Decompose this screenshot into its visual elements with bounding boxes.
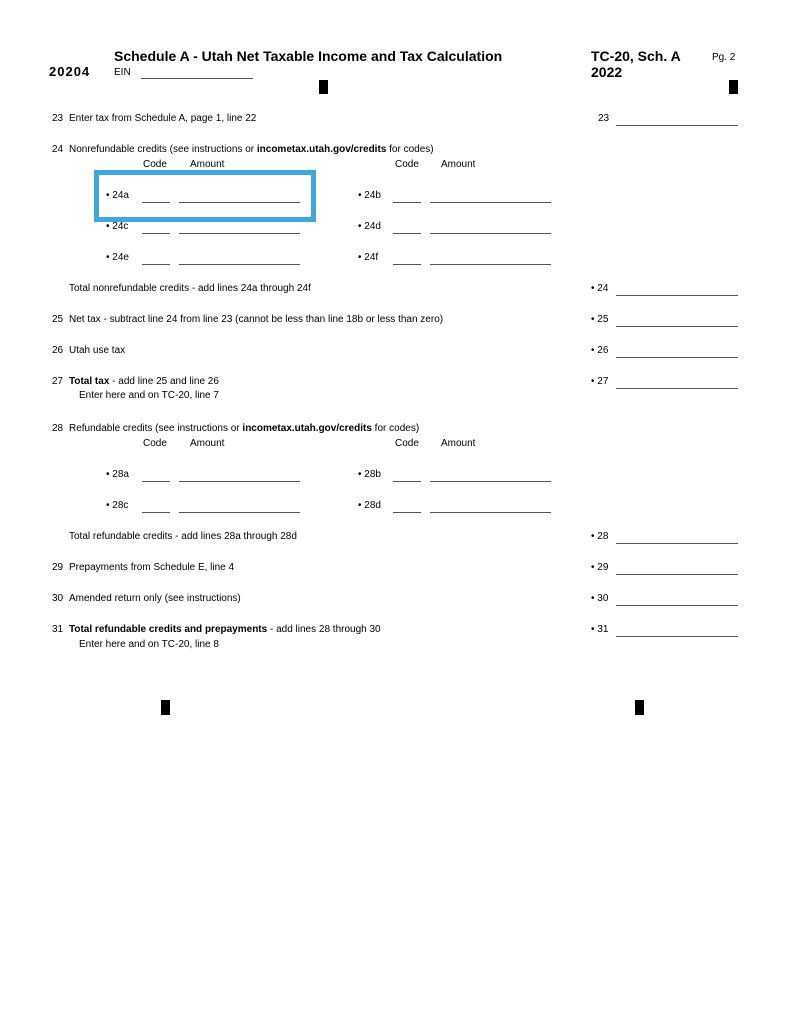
form-number: 20204 [49,64,91,79]
registration-mark [319,80,328,94]
line-28b-label: • 28b [358,469,381,480]
code-header: Code [143,438,167,449]
line-27-instruction: Enter here and on TC-20, line 7 [79,390,219,401]
line-26-field[interactable] [616,357,738,358]
line-31-instruction: Enter here and on TC-20, line 8 [79,639,219,650]
line-28-total-label: Total refundable credits - add lines 28a through 28d [69,531,297,542]
line-24-field[interactable] [616,295,738,296]
line-30-field[interactable] [616,605,738,606]
line-24f-code-field[interactable] [393,264,421,265]
tax-year: 2022 [591,64,623,80]
line-30-number: 30 [52,593,64,604]
line-25-field[interactable] [616,326,738,327]
line-28-number: 28 [52,423,64,434]
code-header: Code [395,159,419,170]
registration-mark [729,80,738,94]
line-30-box-label: • 30 [591,593,609,604]
line-29-label: Prepayments from Schedule E, line 4 [69,562,235,573]
line-24c-label: • 24c [106,221,129,232]
line-28c-code-field[interactable] [142,512,170,513]
line-24-label: Nonrefundable credits (see instructions or incometax.utah.gov/credits for codes) [69,144,434,155]
line-24c-amount-field[interactable] [179,233,300,234]
line-25-number: 25 [52,314,64,325]
form-id: TC-20, Sch. A [591,48,681,64]
line-24f-amount-field[interactable] [430,264,551,265]
code-header: Code [143,159,167,170]
line-24d-label: • 24d [358,221,381,232]
line-24a-label: • 24a [106,190,129,201]
line-26-box-label: • 26 [591,345,609,356]
line-28c-amount-field[interactable] [179,512,300,513]
line-26-number: 26 [52,345,64,356]
line-28-field[interactable] [616,543,738,544]
line-24-box-label: • 24 [591,283,609,294]
amount-header: Amount [190,438,225,449]
line-28d-amount-field[interactable] [430,512,551,513]
line-23-label: Enter tax from Schedule A, page 1, line 22 [69,113,257,124]
line-28d-label: • 28d [358,500,381,511]
line-24-total-label: Total nonrefundable credits - add lines 24a through 24f [69,283,311,294]
ein-label: EIN [114,67,131,78]
line-28-label: Refundable credits (see instructions or incometax.utah.gov/credits for codes) [69,423,420,434]
line-24d-code-field[interactable] [393,233,421,234]
line-28c-label: • 28c [106,500,129,511]
line-28b-code-field[interactable] [393,481,421,482]
line-29-box-label: • 29 [591,562,609,573]
ein-field[interactable] [141,78,253,79]
line-24d-amount-field[interactable] [430,233,551,234]
line-24e-code-field[interactable] [142,264,170,265]
line-31-label: Total refundable credits and prepayments - add lines 28 through 30 [69,624,381,635]
line-24b-label: • 24b [358,190,381,201]
page-number: Pg. 2 [712,52,736,63]
line-25-box-label: • 25 [591,314,609,325]
line-27-field[interactable] [616,388,738,389]
code-header: Code [395,438,419,449]
line-24b-code-field[interactable] [393,202,421,203]
line-27-box-label: • 27 [591,376,609,387]
line-31-number: 31 [52,624,64,635]
line-24b-amount-field[interactable] [430,202,551,203]
line-24-number: 24 [52,144,64,155]
registration-mark [635,700,644,715]
line-28a-code-field[interactable] [142,481,170,482]
line-24e-amount-field[interactable] [179,264,300,265]
line-23-number: 23 [52,113,64,124]
amount-header: Amount [190,159,225,170]
line-28-box-label: • 28 [591,531,609,542]
line-30-label: Amended return only (see instructions) [69,593,241,604]
amount-header: Amount [441,159,476,170]
line-26-label: Utah use tax [69,345,126,356]
line-29-number: 29 [52,562,64,573]
amount-header: Amount [441,438,476,449]
line-28b-amount-field[interactable] [430,481,551,482]
line-23-field[interactable] [616,125,738,126]
line-24f-label: • 24f [358,252,379,263]
line-24c-code-field[interactable] [142,233,170,234]
line-28a-amount-field[interactable] [179,481,300,482]
line-27-number: 27 [52,376,64,387]
highlight-box [94,170,316,222]
page-title: Schedule A - Utah Net Taxable Income and Tax Calculation [114,48,503,64]
line-24e-label: • 24e [106,252,129,263]
line-31-field[interactable] [616,636,738,637]
line-28d-code-field[interactable] [393,512,421,513]
line-28a-label: • 28a [106,469,129,480]
line-29-field[interactable] [616,574,738,575]
line-23-box-label: 23 [598,113,610,124]
line-25-label: Net tax - subtract line 24 from line 23 (cannot be less than line 18b or less than zero) [69,314,444,325]
registration-mark [161,700,170,715]
line-27-label: Total tax - add line 25 and line 26 [69,376,219,387]
line-31-box-label: • 31 [591,624,609,635]
